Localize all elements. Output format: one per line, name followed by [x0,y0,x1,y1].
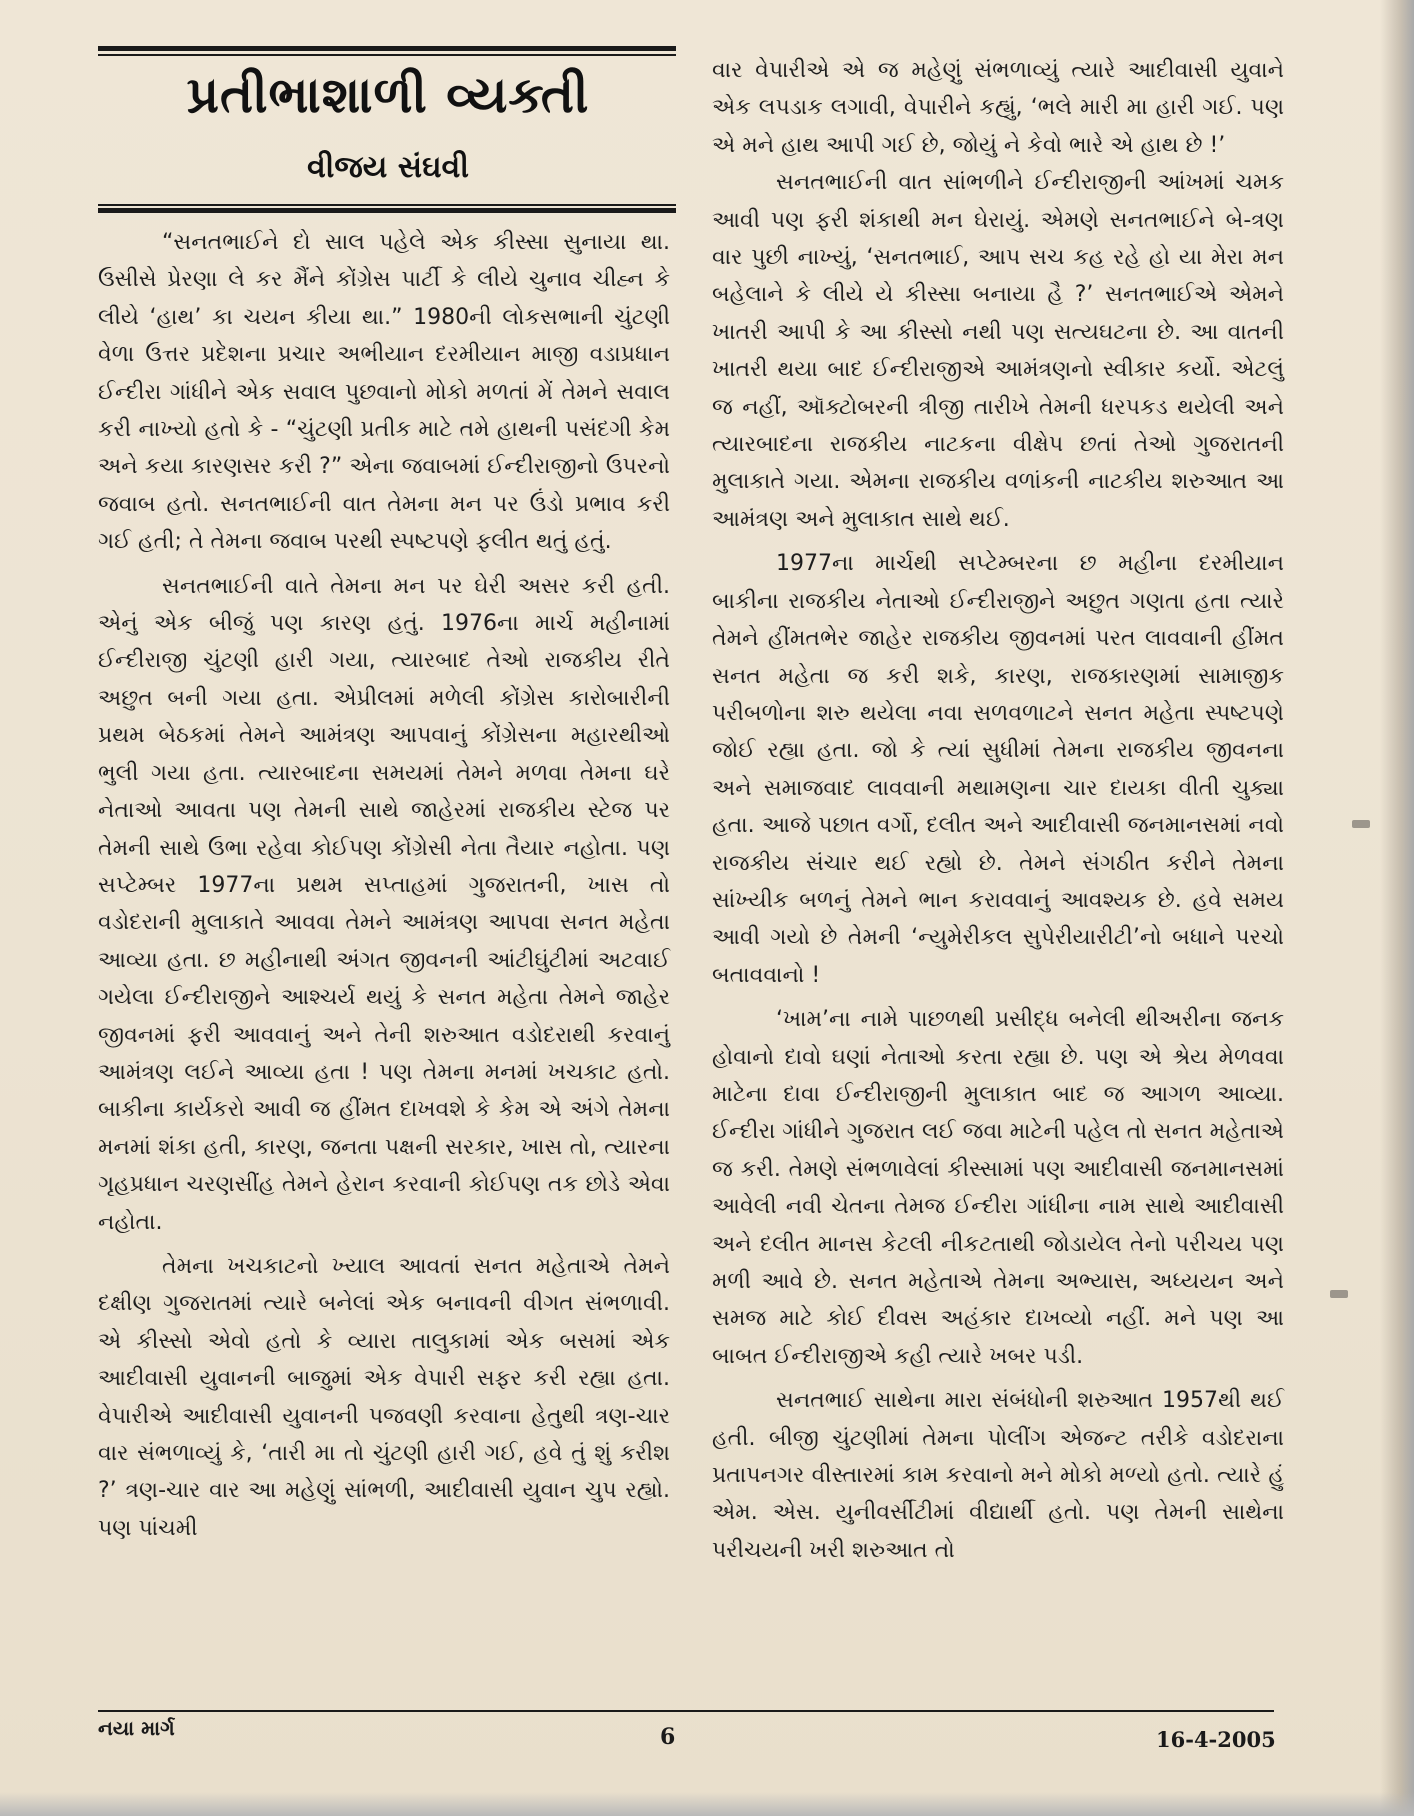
page-edge-shadow [1380,0,1414,1816]
paragraph-anecdote-continued: વાર વેપારીએ એ જ મહેણું સંભળાવ્યું ત્યારે આદીવાસી યુવાને એક લપડાક લગાવી, વેપારીને કહ્યું, ‘ભલે મારી મા હારી ગઈ. પણ એ મને હાથ આપી ગઈ છે, જોયું ને કેવો ભારે એ હાથ છે !’ [712,58,1284,158]
publication-name: નયા માર્ગ [98,1716,175,1740]
paragraph-anecdote: તેમના ખચકાટનો ખ્યાલ આવતાં સનત મહેતાએ તેમને દક્ષીણ ગુજરાતમાં ત્યારે બનેલાં એક બનાવની વીગત સંભળાવી. એ કીસ્સો એવો હતો કે વ્યારા તાલુકામાં એક બસમાં એક આદીવાસી યુવાનની બાજુમાં એક વેપારી સફર કરી રહ્યા હતા. વેપારીએ આદીવાસી યુવાનની પજવણી કરવાના હેતુથી ત્રણ-ચાર વાર સંભળાવ્યું કે, ‘તારી મા તો ચુંટણી હારી ગઈ, હવે તું શું કરીશ ?’ ત્રણ-ચાર વાર આ મહેણું સાંભળી, આદીવાસી યુવાન ચુપ રહ્યો. પણ પાંચમી [98,1253,670,1541]
staple-mark-top [1352,820,1370,828]
page-bottom-edge [0,1792,1414,1816]
title-bottom-thin-rule [98,204,676,206]
page-number: 6 [660,1724,676,1750]
article-title: પ્રતીભાશાળી વ્યક્તી [186,66,590,124]
left-column [98,224,670,1547]
title-bottom-rule [98,208,676,213]
right-column [712,52,1284,1569]
issue-date: 16-4-2005 [1156,1727,1276,1752]
paragraph-indira-reaction: સનતભાઈની વાત સાંભળીને ઈન્દીરાજીની આંખમાં ચમક આવી પણ ફરી શંકાથી મન ઘેરાયું. એમણે સનતભાઈને બે-ત્રણ વાર પુછી નાખ્યું, ‘સનતભાઈ, આપ સચ કહ રહે હો યા મેરા મન બહેલાને કે લીયે યે કીસ્સા બનાયા હૈ ?’ સનતભાઈએ એમને ખાતરી આપી કે આ કીસ્સો નથી પણ સત્યઘટના છે. આ વાતની ખાતરી થયા બાદ ઈન્દીરાજીએ આમંત્રણનો સ્વીકાર કર્યો. એટલું જ નહીં, ઑક્ટોબરની ત્રીજી તારીખે તેમની ધરપકડ થયેલી અને ત્યારબાદના રાજકીય નાટકના વીક્ષેપ છતાં તેઓ ગુજરાતની મુલાકાતે ગયા. એમના રાજકીય વળાંકની નાટકીય શરુઆત આ આમંત્રણ અને મુલાકાત સાથે થઈ. [712,170,1284,532]
staple-mark-bottom [1330,1290,1348,1298]
paragraph-background: સનતભાઈની વાતે તેમના મન પર ઘેરી અસર કરી હતી. એનું એક બીજું પણ કારણ હતું. 1976ના માર્ચ મહીનામાં ઈન્દીરાજી ચુંટણી હારી ગયા, ત્યારબાદ તેઓ રાજકીય રીતે અછુત બની ગયા હતા. એપ્રીલમાં મળેલી કોંગ્રેસ કારોબારીની પ્રથમ બેઠકમાં તેમને આમંત્રણ આપવાનું કોંગ્રેસના મહારથીઓ ભુલી ગયા હતા. ત્યારબાદના સમયમાં તેમને મળવા તેમના ઘરે નેતાઓ આવતા પણ તેમની સાથે જાહેરમાં રાજકીય સ્ટેજ પર તેમની સાથે ઉભા રહેવા કોઈપણ કોંગ્રેસી નેતા તૈયાર નહોતા. પણ સપ્ટેમ્બર 1977ના પ્રથમ સપ્તાહમાં ગુજરાતની, ખાસ તો વડોદરાની મુલાકાતે આવવા તેમને આમંત્રણ આપવા સનત મહેતા આવ્યા હતા. છ મહીનાથી અંગત જીવનની આંટીઘુંટીમાં અટવાઈ ગયેલા ઈન્દીરાજીને આશ્ચર્ય થયું કે સનત મહેતા તેમને જાહેર જીવનમાં ફરી આવવાનું અને તેની શરુઆત વડોદરાથી કરવાનું આમંત્રણ લઈને આવ્યા હતા ! પણ તેમના મનમાં ખચકાટ હતો. બાકીના કાર્યકરો આવી જ હીંમત દાખવશે કે કેમ એ અંગે તેમના મનમાં શંકા હતી, કારણ, જનતા પક્ષની સરકાર, ખાસ તો, ત્યારના ગૃહપ્રધાન ચરણસીંહ તેમને હેરાન કરવાની કોઈપણ તક છોડે એવા નહોતા. [98,573,670,1235]
paragraph-1977-politics: 1977ના માર્ચથી સપ્ટેમ્બરના છ મહીના દરમીયાન બાકીના રાજકીય નેતાઓ ઈન્દીરાજીને અછુત ગણતા હતા ત્યારે તેમને હીંમતભેર જાહેર રાજકીય જીવનમાં પરત લાવવાની હીંમત સનત મહેતા જ કરી શકે, કારણ, રાજકારણમાં સામાજીક પરીબળોના શરુ થયેલા નવા સળવળાટને સનત મહેતા સ્પષ્ટપણે જોઈ રહ્યા હતા. જો કે ત્યાં સુધીમાં તેમના રાજકીય જીવનના અને સમાજવાદ લાવવાની મથામણના ચાર દાયકા વીતી ચુક્યા હતા. આજે પછાત વર્ગો, દલીત અને આદીવાસી જનમાનસમાં નવો રાજકીય સંચાર થઈ રહ્યો છે. તેમને સંગઠીત કરીને તેમના સાંખ્યીક બળનું તેમને ભાન કરાવવાનું આવશ્યક છે. હવે સમય આવી ગયો છે તેમની ‘ન્યુમેરીકલ સુપેરીયારીટી’નો બધાને પરચો બતાવવાનો ! [712,551,1284,988]
footer-rule [98,1710,1274,1712]
paragraph-kham-theory: ‘ખામ’ના નામે પાછળથી પ્રસીદ્ધ બનેલી થીઅરીના જનક હોવાનો દાવો ઘણાં નેતાઓ કરતા રહ્યા છે. પણ એ શ્રેય મેળવવા માટેના દાવા ઈન્દીરાજીની મુલાકાત બાદ જ આગળ આવ્યા. ઈન્દીરા ગાંધીને ગુજરાત લઈ જવા માટેની પહેલ તો સનત મહેતાએ જ કરી. તેમણે સંભળાવેલાં કીસ્સામાં પણ આદીવાસી જનમાનસમાં આવેલી નવી ચેતના તેમજ ઈન્દીરા ગાંધીના નામ સાથે આદીવાસી અને દલીત માનસ કેટલી નીકટતાથી જોડાયેલ તેનો પરીચય પણ મળી આવે છે. સનત મહેતાએ તેમના અભ્યાસ, અધ્યયન અને સમજ માટે કોઈ દીવસ અહંકાર દાખવ્યો નહીં. મને પણ આ બાબત ઈન્દીરાજીએ કહી ત્યારે ખબર પડી. [712,1007,1284,1369]
title-top-rule [98,46,676,51]
article-author: વીજય સંઘવી [307,150,469,185]
title-top-thin-rule [98,54,676,56]
paragraph-author-relation: સનતભાઈ સાથેના મારા સંબંધોની શરુઆત 1957થી થઈ હતી. બીજી ચુંટણીમાં તેમના પોલીંગ એજન્ટ તરીકે વડોદરાના પ્રતાપનગર વીસ્તારમાં કામ કરવાનો મને મોકો મળ્યો હતો. ત્યારે હું એમ. એસ. યુનીવર્સીટીમાં વીદ્યાર્થી હતો. પણ તેમની સાથેના પરીચયની ખરી શરુઆત તો [712,1388,1284,1563]
paragraph-quote-intro: “સનતભાઈને દો સાલ પહેલે એક કીસ્સા સુનાયા થા. ઉસીસે પ્રેરણા લે કર મૈંને કોંગ્રેસ પાર્ટી કે લીયે ચુનાવ ચીહ્ન કે લીયે ‘હાથ’ કા ચયન કીયા થા.” 1980ની લોકસભાની ચુંટણી વેળા ઉત્તર પ્રદેશના પ્રચાર અભીયાન દરમીયાન માજી વડાપ્રધાન ઈન્દીરા ગાંધીને એક સવાલ પુછવાનો મોકો મળતાં મેં તેમને સવાલ કરી નાખ્યો હતો કે - “ચુંટણી પ્રતીક માટે તમે હાથની પસંદગી કેમ અને કયા કારણસર કરી ?” એના જવાબમાં ઈન્દીરાજીનો ઉપરનો જવાબ હતો. સનતભાઈની વાત તેમના મન પર ઉંડો પ્રભાવ કરી ગઈ હતી; તે તેમના જવાબ પરથી સ્પષ્ટપણે ફલીત થતું હતું. [98,230,670,555]
